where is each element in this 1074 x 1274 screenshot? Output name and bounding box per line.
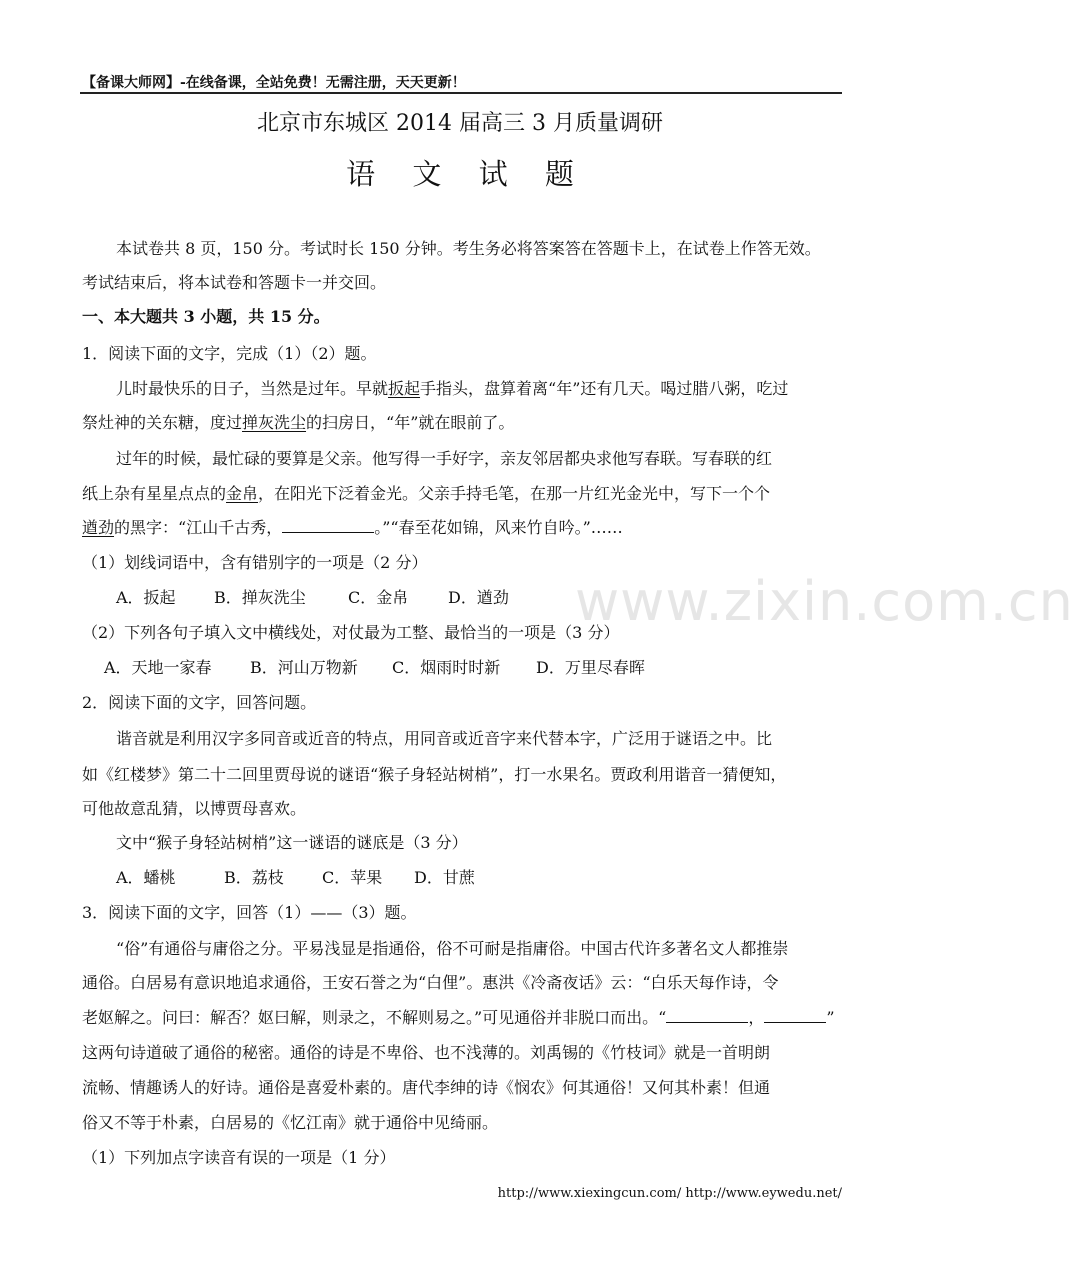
text-fragment: ，	[748, 1008, 765, 1027]
text-fragment: 老妪解之。问曰：解否？妪曰解，则录之，不解则易之。”可见通俗并非脱口而出。“	[82, 1008, 667, 1027]
site-banner: 【备课大师网】-在线备课，全站免费！无需注册，天天更新！	[82, 75, 466, 91]
underlined-word: 遒劲	[82, 518, 115, 537]
q2-option: D．甘蔗	[414, 868, 475, 887]
q2-passage-line: 可他故意乱猜，以博贾母喜欢。	[82, 799, 307, 818]
text-fragment: 纸上杂有星星点点的	[82, 484, 227, 503]
q1-passage-line	[82, 481, 770, 504]
q2-passage-line: 如《红楼梦》第二十二回里贾母说的谜语“猴子身轻站树梢”，打一水果名。贾政利用谐音一猜便知，	[82, 765, 787, 784]
text-fragment: ，在阳光下泛着金光。父亲手持毛笔，在那一片红光金光中，写下一个个	[258, 484, 771, 503]
q3-passage-line: 流畅、情趣诱人的好诗。通俗是喜爱朴素的。唐代李绅的诗《悯农》何其通俗！又何其朴素！但通	[82, 1078, 771, 1097]
underlined-word: 掸灰洗尘	[242, 413, 307, 432]
text-fragment: 祭灶神的关东糖，度过	[82, 413, 243, 432]
intro-line-1: 本试卷共 8 页，150 分。考试时长 150 分钟。考生务必将答案答在答题卡上，在试卷上作答无效。	[116, 239, 821, 258]
q1-sub1-option: C．金帛	[348, 588, 409, 607]
text-fragment: ”	[826, 1008, 835, 1027]
q2-passage-line: 谐音就是利用汉字多同音或近音的特点，用同音或近音字来代替本字，广泛用于谜语之中。比	[116, 729, 773, 748]
q3-passage-line: 通俗。白居易有意识地追求通俗，王安石誉之为“白俚”。惠洪《冷斋夜话》云：“白乐天每作诗，令	[82, 973, 779, 992]
text-fragment: 手指头，盘算着离“年”还有几天。喝过腊八粥，吃过	[420, 379, 789, 398]
fill-blank	[282, 520, 374, 533]
q1-sub2-question: （2）下列各句子填入文中横线处，对仗最为工整、最恰当的一项是（3 分）	[82, 623, 620, 642]
q2-prompt: 2．阅读下面的文字，回答问题。	[82, 693, 317, 712]
header-divider	[80, 92, 842, 94]
text-fragment: 的黑字：“江山千古秀，	[114, 518, 283, 537]
q3-prompt: 3．阅读下面的文字，回答（1）——（3）题。	[82, 903, 417, 922]
q1-sub2-option: A．天地一家春	[104, 658, 212, 677]
q3-passage-line: 这两句诗道破了通俗的秘密。通俗的诗是不卑俗、也不浅薄的。刘禹锡的《竹枝词》就是一首明朗	[82, 1043, 771, 1062]
subject-title: 语 文 试 题	[346, 157, 588, 191]
fill-blank	[764, 1010, 826, 1023]
q2-option: B．荔枝	[224, 868, 284, 887]
q3-sub1-question: （1）下列加点字读音有误的一项是（1 分）	[82, 1148, 396, 1167]
q2-option: A．蟠桃	[116, 868, 176, 887]
q1-sub2-option: D．万里尽春晖	[536, 658, 645, 677]
text-fragment: 儿时最快乐的日子，当然是过年。早就	[116, 379, 389, 398]
q1-passage-line: 过年的时候，最忙碌的要算是父亲。他写得一手好字，亲友邻居都央求他写春联。写春联的红	[116, 449, 773, 468]
q3-passage-line: 俗又不等于朴素，白居易的《忆江南》就于通俗中见绮丽。	[82, 1113, 499, 1132]
underlined-word: 扳起	[388, 379, 421, 398]
q1-passage-line	[82, 515, 623, 538]
exam-title: 北京市东城区 2014 届高三 3 月质量调研	[257, 111, 663, 136]
intro-line-2: 考试结束后，将本试卷和答题卡一并交回。	[82, 273, 387, 292]
section-heading: 一、本大题共 3 小题，共 15 分。	[82, 307, 330, 326]
fill-blank	[666, 1010, 748, 1023]
q1-passage-line	[116, 376, 788, 399]
q1-sub1-question: （1）划线词语中，含有错别字的一项是（2 分）	[82, 553, 428, 572]
q1-sub1-option: D．遒劲	[448, 588, 509, 607]
q1-passage-line	[82, 410, 514, 433]
footer-urls[interactable]: http://www.xiexingcun.com/ http://www.eywedu.net/	[497, 1186, 842, 1201]
q3-passage-line	[82, 1005, 835, 1028]
text-fragment: 。”“春至花如锦，风来竹自吟。”……	[374, 518, 623, 537]
q2-option: C．苹果	[322, 868, 383, 887]
q2-question: 文中“猴子身轻站树梢”这一谜语的谜底是（3 分）	[116, 833, 468, 852]
q1-prompt: 1．阅读下面的文字，完成（1）（2）题。	[82, 344, 377, 363]
q1-sub2-option: B．河山万物新	[250, 658, 358, 677]
q3-passage-line: “俗”有通俗与庸俗之分。平易浅显是指通俗，俗不可耐是指庸俗。中国古代许多著名文人都推崇	[116, 939, 789, 958]
watermark: www.zixin.com.cn	[575, 570, 1074, 633]
q1-sub2-option: C．烟雨时时新	[392, 658, 501, 677]
underlined-word: 金帛	[226, 484, 259, 503]
text-fragment: 的扫房日，“年”就在眼前了。	[306, 413, 515, 432]
q1-sub1-option: B．掸灰洗尘	[214, 588, 306, 607]
q1-sub1-option: A．扳起	[116, 588, 176, 607]
